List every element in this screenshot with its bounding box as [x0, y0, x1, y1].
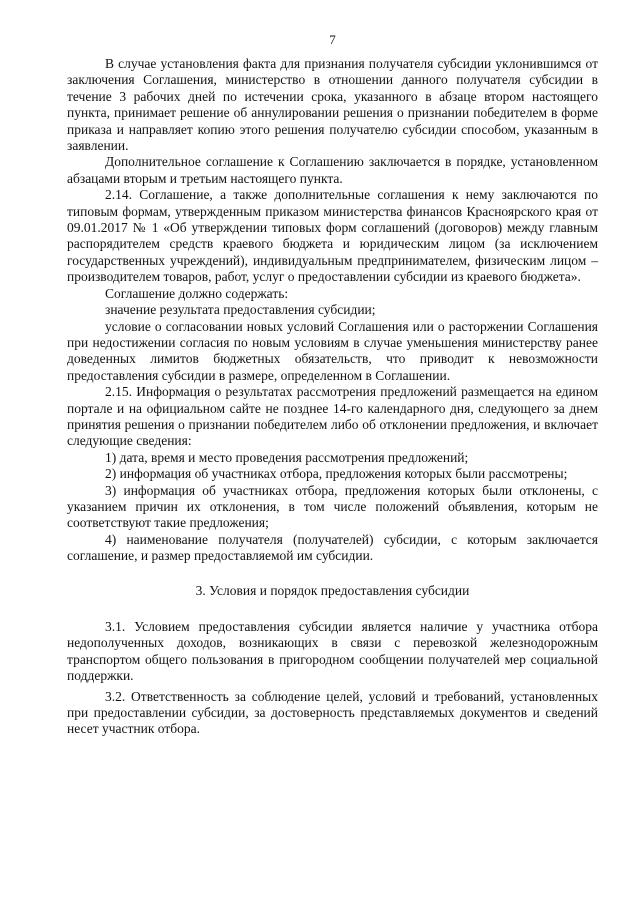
list-item-3: 3) информация об участниках отбора, предложения которых были отклонены, с указанием причин их отклонения, в том числе положений объявления, которым не соответствуют такие предложения; [67, 482, 598, 531]
paragraph-result-value: значение результата предоставления субсидии; [105, 302, 376, 318]
paragraph-new-conditions: условие о согласовании новых условий Соглашения или о расторжении Соглашения при недостижении согласия по новым условиям в случае уменьшения министерству ранее доведенных лимитов бюджетных обязательств, что приводит к невозможности предоставления субсидии в размере, определенном в Соглашении. [67, 318, 598, 383]
section-heading: 3. Условия и порядок предоставления субсидии [195, 582, 470, 598]
paragraph-3-1: 3.1. Условием предоставления субсидии является наличие у участника отбора недополученных доходов, возникающих в связи с перевозкой железнодорожным транспортом общего пользования в пригородном сообщении получателей мер социальной поддержки. [67, 619, 598, 684]
paragraph-agreement-contents: Соглашение должно содержать: [105, 285, 289, 301]
paragraph-additional-agreement: Дополнительное соглашение к Соглашению заключается в порядке, установленном абзацами вторым и третьим настоящего пункта. [67, 154, 598, 186]
page-number: 7 [329, 32, 336, 47]
paragraph-3-2: 3.2. Ответственность за соблюдение целей, условий и требований, установленных при предоставлении субсидии, за достоверность представляемых документов и сведений несет участник отбора. [67, 688, 598, 737]
list-item-1: 1) дата, время и место проведения рассмотрения предложений; [105, 449, 469, 465]
paragraph-refusal: В случае установления факта для признания получателя субсидии уклонившимся от заключения Соглашения, министерство в отношении данного получателя субсидии в течение 3 рабочих дней по истечении срока, указанного в абзаце втором настоящего пункта, принимает решение об аннулировании решения о признании победителем в форме приказа и направляет копию этого решения получателю субсидии способом, указанным в заявлении. [67, 56, 598, 154]
list-item-2: 2) информация об участниках отбора, предложения которых были рассмотрены; [105, 466, 568, 482]
paragraph-2-14: 2.14. Соглашение, а также дополнительные соглашения к нему заключаются по типовым формам, утвержденным приказом министерства финансов Красноярского края от 09.01.2017 № 1 «Об утверждении типовых форм соглашений (договоров) между главным распорядителем средств краевого бюджета и юридическим лицом (за исключением государственных учреждений), индивидуальным предпринимателем, физическим лицом – производителем товаров, работ, услуг о предоставлении субсидии из краевого бюджета». [67, 187, 598, 285]
list-item-4: 4) наименование получателя (получателей) субсидии, с которым заключается соглашение, и размер предоставляемой им субсидии. [67, 531, 598, 564]
paragraph-2-15: 2.15. Информация о результатах рассмотрения предложений размещается на едином портале и на официальном сайте не позднее 14-го календарного дня, следующего за днем принятия решения о признании победителем либо об отклонении предложения, и включает следующие сведения: [67, 384, 598, 449]
